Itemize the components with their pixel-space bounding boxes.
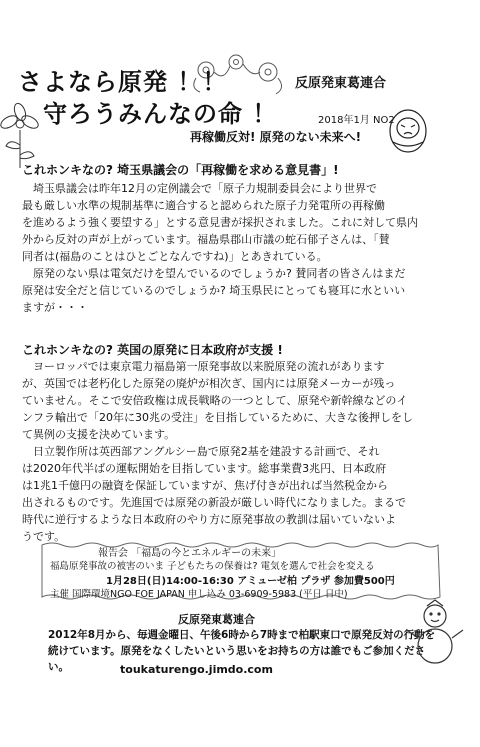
- section1-body: [22, 180, 462, 316]
- event-subtitle: 福島原発事故の被害のいま 子どもたちの保養は? 電気を選んで社会を変える: [50, 561, 375, 572]
- page-title-line1: さよなら原発 ！！: [18, 68, 228, 96]
- paragraph-line: 外から反対の声が上がっています。福島県郡山市議の蛇石郁子さんは、「賛: [22, 233, 390, 246]
- paragraph-line: 最も厳しい水準の規制基準に適合すると認められた原子力発電所の再稼働: [22, 199, 385, 212]
- section2-heading: これホンキなの? 英国の原発に日本政府が支援 !: [22, 343, 283, 357]
- footer-line: 続けています。原発をなくしたいという思いをお持ちの方は誰でもご参加ください。: [48, 645, 426, 673]
- issue-date: 2018年1月 NO2: [318, 115, 395, 126]
- paragraph-line: 同者は(福島のことはひとごとなんですね)」とあきれている。: [22, 250, 328, 263]
- event-title: 報告会 「福島の今とエネルギーの未来」: [98, 548, 282, 559]
- paragraph-line: が、英国では老朽化した原発の廃炉が相次ぎ、国内には原発メーカーが残っ: [22, 377, 396, 390]
- website-link[interactable]: toukaturengo.jimdo.com: [120, 663, 273, 676]
- event-details: 1月28日(日)14:00-16:30 アミューゼ柏 プラザ 参加費500円: [106, 576, 395, 587]
- snowman-doodle-icon: [405, 598, 465, 668]
- page-title-line2: 守ろうみんなの命 ！: [43, 100, 278, 128]
- paragraph-line: 出されるものです。先進国では原発の新設が厳しい時代になりました。まるで: [22, 496, 407, 509]
- paragraph-line: ヨーロッパでは東京電力福島第一原発事故以来脱原発の流れがあります: [33, 360, 385, 373]
- section1-heading: これホンキなの? 埼玉県議会の「再稼働を求める意見書」!: [22, 163, 339, 177]
- footer-line: 2012年8月から、毎週金曜日、午後6時から7時まで柏駅東口で原発反対の行動を: [48, 629, 436, 641]
- paragraph-line: は1兆1千億円の融資を保証していますが、焦げ付きが出れば当然税金から: [22, 479, 388, 492]
- organization-name: 反原発東葛連合: [295, 76, 387, 91]
- page-subtitle: 再稼働反対! 原発のない未来へ!: [190, 130, 362, 144]
- paragraph-line: 原発は安全だと信じているのでしょうか? 埼玉県民にとっても寝耳に水といい: [22, 284, 406, 297]
- section2-body: [22, 358, 462, 545]
- event-organizer: 主催 国際環境NGO FOE JAPAN 申し込み 03-6909-5983 (平日 日中): [50, 589, 348, 600]
- footer-org: 反原発東葛連合: [178, 613, 255, 626]
- paragraph-line: は2020年代半ばの運転開始を目指しています。総事業費3兆円、日本政府: [22, 462, 387, 475]
- daruma-doodle-icon: [387, 106, 429, 154]
- paragraph-line: ンフラ輸出で「20年に30兆の受注」を目指しているために、大きな後押しをし: [22, 411, 413, 424]
- paragraph-line: ますが・・・: [22, 301, 88, 314]
- event-box: [36, 541, 444, 601]
- paragraph-line: ていません。そこで安倍政権は成長戦略の一つとして、原発や新幹線などのイ: [22, 394, 408, 407]
- paragraph-line: を進めるよう強く要望する」とする意見書が採択されました。これに対して県内: [22, 216, 418, 229]
- paragraph-line: て異例の支援を決めています。: [22, 428, 176, 441]
- paragraph-line: 時代に逆行するような日本政府のやり方に原発事故の教訓は届いていないよ: [22, 513, 396, 526]
- paragraph-line: 原発のない県は電気だけを望んでいるのでしょうか? 賛同者の皆さんはまだ: [33, 267, 406, 280]
- paragraph-line: うです。: [22, 530, 66, 543]
- paragraph-line: 日立製作所は英西部アングルシー島で原発2基を建設する計画で、それ: [33, 445, 380, 458]
- paragraph-line: 埼玉県議会は昨年12月の定例議会で「原子力規制委員会により世界で: [33, 182, 377, 195]
